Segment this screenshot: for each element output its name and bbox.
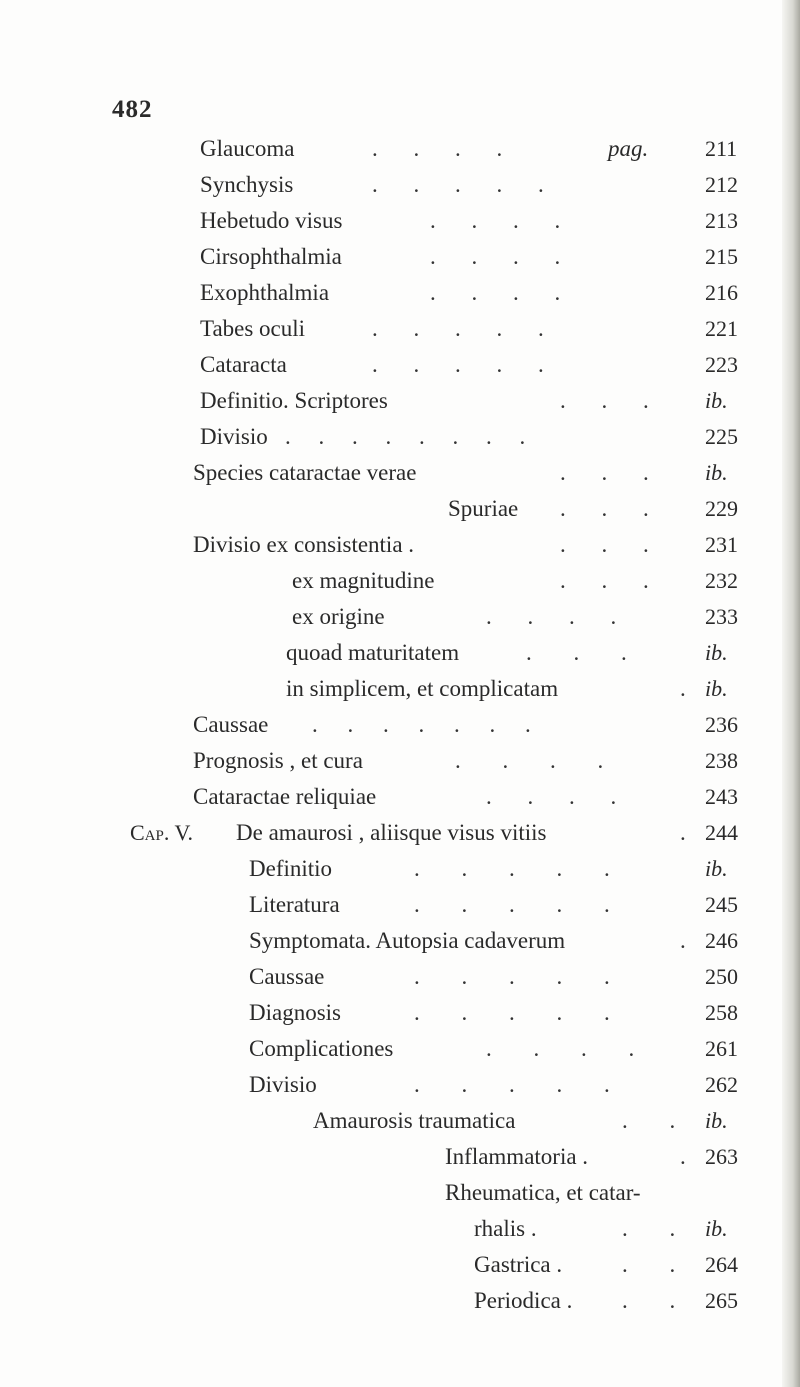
entry-label: Divisio xyxy=(249,1072,317,1097)
entry-label: De amaurosi , aliisque visus vitiis xyxy=(236,820,547,845)
index-entry xyxy=(0,168,800,202)
entry-leader-dots: . xyxy=(680,1144,686,1169)
entry-page: 244 xyxy=(705,820,738,845)
entry-label: Spuriae xyxy=(448,496,519,521)
entry-page: ib. xyxy=(705,640,728,665)
entry-page: 238 xyxy=(705,748,738,773)
entry-label: Synchysis xyxy=(200,172,294,197)
entry-label: Hebetudo visus xyxy=(200,208,343,233)
entry-page: ib. xyxy=(705,856,728,881)
index-entry xyxy=(0,1068,800,1102)
entry-label: Tabes oculi xyxy=(200,316,306,341)
index-entry xyxy=(0,960,800,994)
entry-leader-dots: . . . xyxy=(560,496,649,521)
entry-page: 243 xyxy=(705,784,738,809)
entry-label: Cirsophthalmia xyxy=(200,244,342,269)
entry-page: 265 xyxy=(705,1288,738,1313)
chapter-entry xyxy=(0,816,800,850)
index-entry xyxy=(0,132,800,166)
entry-leader-dots: . . . xyxy=(526,640,627,665)
entry-leader-dots: . . . . . xyxy=(372,316,544,341)
entry-label: Symptomata. Autopsia cadaverum xyxy=(249,928,566,953)
entry-label: Periodica . xyxy=(474,1288,573,1313)
entry-label: Cataracta xyxy=(200,352,287,377)
entry-label: Gastrica . xyxy=(474,1252,563,1277)
entry-label: ex magnitudine xyxy=(292,568,435,593)
entry-page: 262 xyxy=(705,1072,738,1097)
entry-page: 233 xyxy=(705,604,738,629)
index-entry xyxy=(0,240,800,274)
entry-leader-dots: . . . . . xyxy=(414,856,610,881)
entry-leader-dots: . . . . . . . xyxy=(312,712,531,737)
entry-leader-dots: . . . xyxy=(560,460,649,485)
index-entry xyxy=(0,276,800,310)
entry-leader-dots: . . xyxy=(622,1288,676,1313)
entry-page: 236 xyxy=(705,712,738,737)
entry-leader-dots: . . xyxy=(622,1108,676,1133)
index-entry xyxy=(0,708,800,742)
entry-leader-dots: . xyxy=(680,820,686,845)
index-entry xyxy=(0,492,800,526)
entry-page: ib. xyxy=(705,460,728,485)
entry-leader-dots: . . . . . xyxy=(372,172,544,197)
entry-label: Divisio ex consistentia . xyxy=(193,532,415,557)
entry-page: 212 xyxy=(705,172,738,197)
entry-label: Divisio xyxy=(200,424,268,449)
entry-label: Cataractae reliquiae xyxy=(193,784,377,809)
entry-label: Species cataractae verae xyxy=(193,460,417,485)
entry-label: in simplicem, et complicatam xyxy=(286,676,559,701)
entry-leader-dots: . . . . xyxy=(486,784,617,809)
entry-label: Rheumatica, et catar- xyxy=(445,1180,641,1205)
index-entry xyxy=(0,420,800,454)
chapter-number: Cap. V. xyxy=(130,820,194,845)
entry-page: 223 xyxy=(705,352,738,377)
index-entry xyxy=(0,564,800,598)
entry-page: 245 xyxy=(705,892,738,917)
entry-label: Diagnosis xyxy=(249,1000,341,1025)
index-entry xyxy=(0,1212,800,1246)
entry-page: ib. xyxy=(705,1108,728,1133)
entry-page: 221 xyxy=(705,316,738,341)
entry-label: Caussae xyxy=(193,712,269,737)
entry-leader-dots: . xyxy=(680,676,686,701)
entry-label: Amaurosis traumatica xyxy=(313,1108,516,1133)
index-entry xyxy=(0,996,800,1030)
index-entry xyxy=(0,312,800,346)
index-entry xyxy=(0,924,800,958)
entry-label: rhalis . xyxy=(474,1216,537,1241)
entry-page: 261 xyxy=(705,1036,738,1061)
index-entry xyxy=(0,348,800,382)
entry-leader-dots: . . . . . xyxy=(414,964,610,989)
entry-label: Definitio xyxy=(249,856,333,881)
entry-page: 263 xyxy=(705,1144,738,1169)
entry-label: Exophthalmia xyxy=(200,280,330,305)
entry-page: 211 xyxy=(705,136,738,161)
entry-page: 215 xyxy=(705,244,738,269)
entry-leader-dots: . . . . . xyxy=(372,352,544,377)
entry-leader-dots: . . . . . xyxy=(414,1000,610,1025)
index-entry xyxy=(0,1284,800,1318)
page-number: 482 xyxy=(112,96,153,123)
entry-page: 225 xyxy=(705,424,738,449)
entry-page: 258 xyxy=(705,1000,738,1025)
entry-leader-dots: . . xyxy=(622,1216,676,1241)
entry-leader-dots: . . . . xyxy=(430,208,561,233)
entry-label: quoad maturitatem xyxy=(286,640,460,665)
index-entry xyxy=(0,672,800,706)
index-entry xyxy=(0,600,800,634)
index-entry xyxy=(0,456,800,490)
entry-page: 250 xyxy=(705,964,738,989)
index-entry xyxy=(0,528,800,562)
entry-leader-dots: . . . . xyxy=(486,1036,635,1061)
index-entry xyxy=(0,1104,800,1138)
entry-label: ex origine xyxy=(292,604,385,629)
entry-page: 246 xyxy=(705,928,738,953)
entry-page: ib. xyxy=(705,388,728,413)
index-entry xyxy=(0,1248,800,1282)
index-entry xyxy=(0,384,800,418)
entry-page: 216 xyxy=(705,280,738,305)
entry-leader-dots: . . . . xyxy=(372,136,503,161)
entry-leader-dots: . . . xyxy=(560,388,649,413)
entry-label: Prognosis , et cura xyxy=(193,748,363,773)
entry-page: 231 xyxy=(705,532,738,557)
index-entry xyxy=(0,1032,800,1066)
index-entry xyxy=(0,852,800,886)
entry-label: Inflammatoria . xyxy=(445,1144,589,1169)
index-entry xyxy=(0,744,800,778)
entry-leader-dots: . . . xyxy=(560,568,649,593)
entry-leader-dots: . . . . . xyxy=(414,892,610,917)
pag-label: pag. xyxy=(608,136,649,161)
entry-leader-dots: . . . . . . . . xyxy=(285,424,526,449)
entry-page: 213 xyxy=(705,208,738,233)
entry-page: ib. xyxy=(705,676,728,701)
entry-label: Glaucoma xyxy=(200,136,295,161)
entry-leader-dots: . . . . xyxy=(430,280,561,305)
index-entry xyxy=(0,1176,800,1210)
entry-leader-dots: . . . . xyxy=(486,604,617,629)
entry-page: ib. xyxy=(705,1216,728,1241)
entry-page: 264 xyxy=(705,1252,738,1277)
entry-page: 229 xyxy=(705,496,738,521)
entry-label: Complicationes xyxy=(249,1036,394,1061)
index-entry xyxy=(0,780,800,814)
index-entry xyxy=(0,204,800,238)
entry-leader-dots: . . . . . xyxy=(414,1072,610,1097)
entry-leader-dots: . . xyxy=(622,1252,676,1277)
entry-leader-dots: . . . . xyxy=(430,244,561,269)
entry-page: 232 xyxy=(705,568,738,593)
index-entry xyxy=(0,888,800,922)
entry-label: Definitio. Scriptores xyxy=(200,388,388,413)
entry-leader-dots: . . . . xyxy=(455,748,604,773)
index-entry xyxy=(0,1140,800,1174)
entry-leader-dots: . . . xyxy=(560,532,649,557)
entry-leader-dots: . xyxy=(680,928,686,953)
entry-label: Caussae xyxy=(249,964,325,989)
index-entry xyxy=(0,636,800,670)
entry-label: Literatura xyxy=(249,892,340,917)
